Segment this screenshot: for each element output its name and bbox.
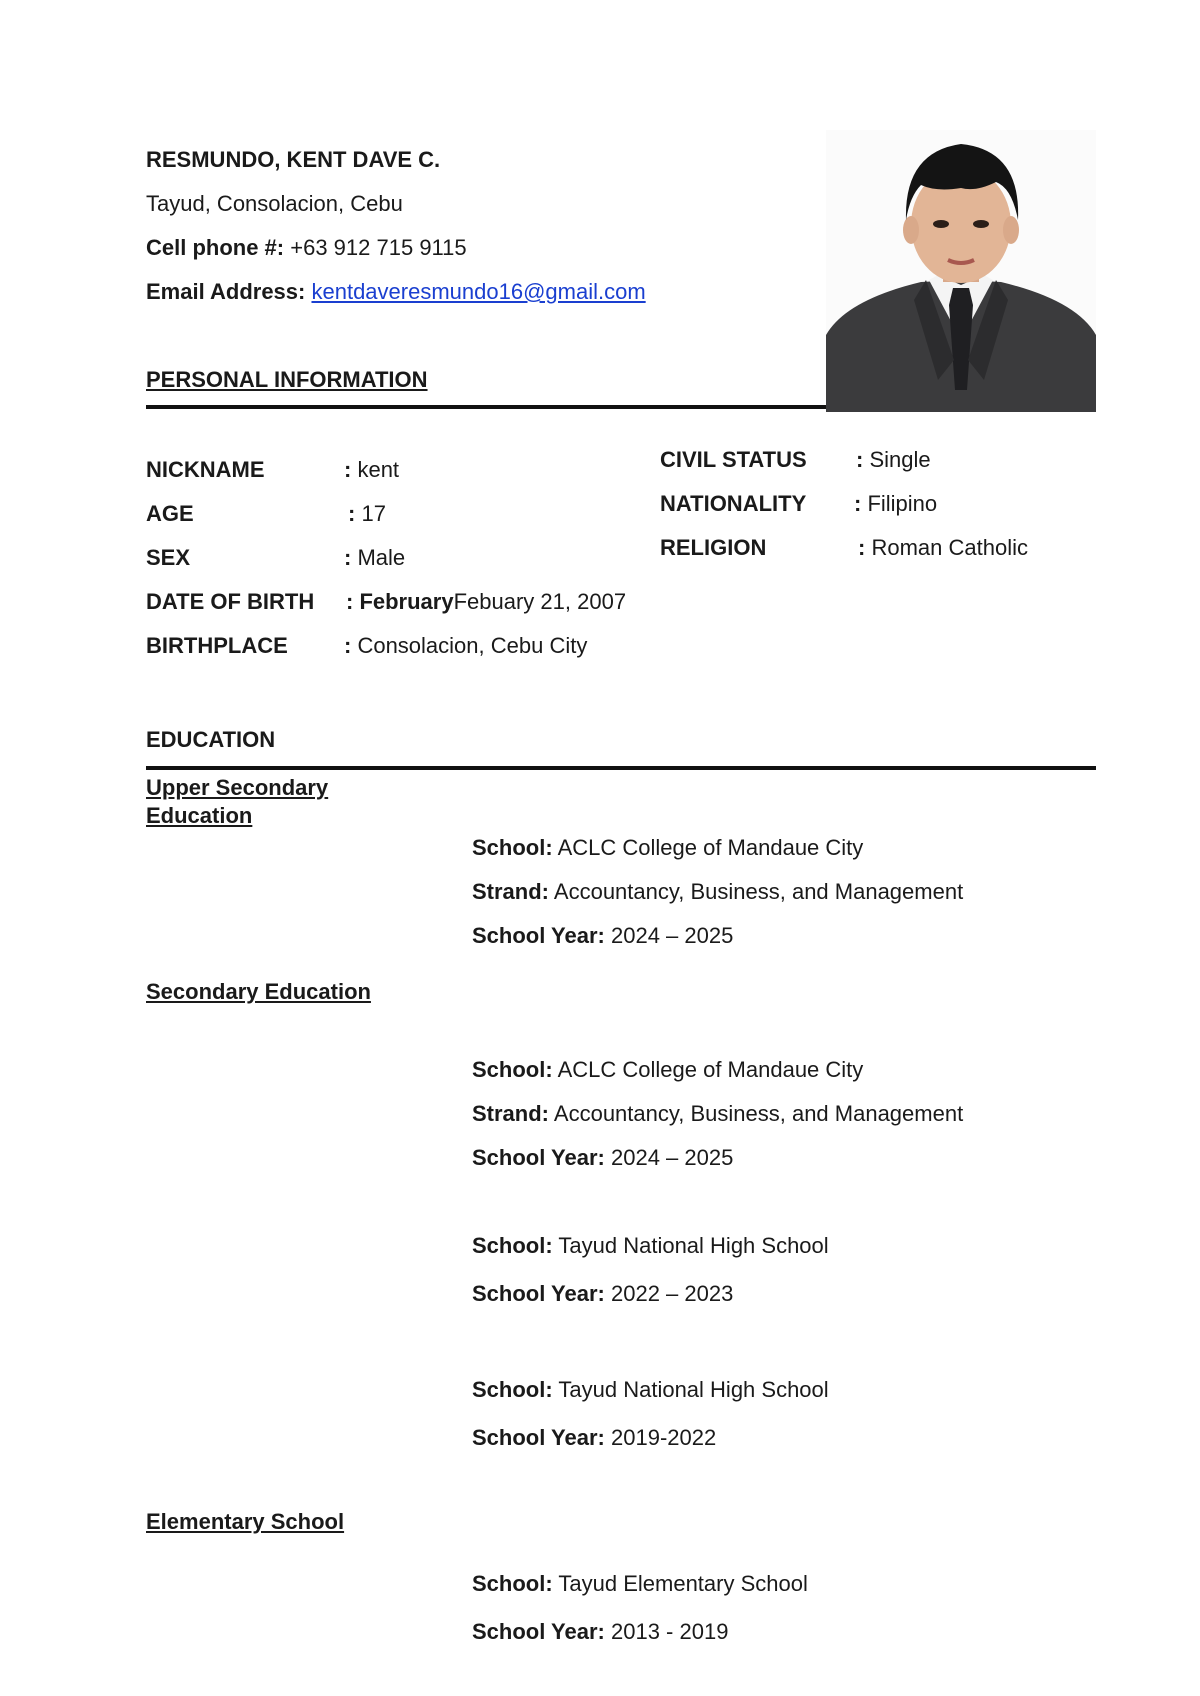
secondary-entry3-year (472, 1424, 716, 1452)
school-value: Tayud National High School (558, 1233, 829, 1258)
year-value: 2024 – 2025 (611, 923, 734, 948)
secondary-entry1-year (472, 1144, 733, 1172)
year-value: 2022 – 2023 (611, 1281, 734, 1306)
sep: : (858, 535, 866, 560)
secondary-entry1-school (472, 1056, 863, 1084)
year-value: 2019-2022 (611, 1425, 717, 1450)
section-title-education: EDUCATION (146, 727, 276, 752)
nickname-value: kent (357, 457, 400, 482)
email-link[interactable]: kentdaveresmundo16@gmail.com (311, 279, 646, 304)
year-label: School Year: (472, 923, 605, 948)
religion-value: Roman Catholic (871, 535, 1028, 560)
year-label: School Year: (472, 1619, 605, 1644)
email-line (146, 278, 646, 306)
civil-status-value-line (856, 446, 931, 474)
year-value: 2024 – 2025 (611, 1145, 734, 1170)
profile-photo (826, 130, 1096, 412)
elementary-school-heading: Elementary School (146, 1509, 345, 1534)
strand-label: Strand: (472, 879, 549, 904)
sep: : (344, 457, 352, 482)
sex-value: Male (357, 545, 406, 570)
birthplace-value-line (344, 632, 587, 660)
section-title-personal-information: PERSONAL INFORMATION (146, 367, 428, 392)
religion-value-line (858, 534, 1028, 562)
date-of-birth-value: Febuary 21, 2007 (453, 589, 627, 614)
school-label: School: (472, 835, 553, 860)
school-value: Tayud Elementary School (558, 1571, 808, 1596)
nickname-value-line (344, 456, 399, 484)
religion-label: RELIGION (660, 535, 767, 560)
school-label: School: (472, 1377, 553, 1402)
sep: : (344, 545, 352, 570)
strand-value: Accountancy, Business, and Management (553, 879, 964, 904)
elementary-year (472, 1618, 728, 1646)
school-label: School: (472, 1057, 553, 1082)
civil-status-value: Single (869, 447, 931, 472)
upper-secondary-heading-line1: Upper Secondary (146, 775, 329, 800)
sep: : (348, 501, 356, 526)
date-of-birth-label: DATE OF BIRTH (146, 589, 315, 614)
upper-secondary-heading-line2: Education (146, 803, 253, 828)
sep: : (854, 491, 862, 516)
date-of-birth-value-line (346, 588, 626, 616)
secondary-education-heading: Secondary Education (146, 979, 371, 1004)
strand-value: Accountancy, Business, and Management (553, 1101, 964, 1126)
phone-value: +63 912 715 9115 (290, 235, 467, 260)
birthplace-value: Consolacion, Cebu City (357, 633, 588, 658)
civil-status-label: CIVIL STATUS (660, 447, 807, 472)
sep: : (344, 633, 352, 658)
birthplace-label: BIRTHPLACE (146, 633, 288, 658)
phone-label: Cell phone #: (146, 235, 285, 260)
portrait-illustration (826, 130, 1096, 412)
school-value: ACLC College of Mandaue City (557, 835, 864, 860)
upper-secondary-school (472, 834, 863, 862)
secondary-entry2-school (472, 1232, 829, 1260)
section-divider (146, 766, 1096, 770)
nationality-value: Filipino (867, 491, 938, 516)
school-value: Tayud National High School (558, 1377, 829, 1402)
school-label: School: (472, 1571, 553, 1596)
email-label: Email Address: (146, 279, 306, 304)
sex-label: SEX (146, 545, 191, 570)
elementary-school (472, 1570, 808, 1598)
nationality-label: NATIONALITY (660, 491, 807, 516)
age-value: 17 (361, 501, 386, 526)
school-label: School: (472, 1233, 553, 1258)
sep: : (856, 447, 864, 472)
upper-secondary-strand (472, 878, 963, 906)
age-value-line (348, 500, 386, 528)
phone-line (146, 234, 467, 262)
section-divider (146, 405, 826, 409)
nationality-value-line (854, 490, 937, 518)
applicant-name: RESMUNDO, KENT DAVE C. (146, 147, 441, 172)
nickname-label: NICKNAME (146, 457, 265, 482)
upper-secondary-year (472, 922, 733, 950)
address: Tayud, Consolacion, Cebu (146, 191, 403, 216)
age-label: AGE (146, 501, 194, 526)
year-label: School Year: (472, 1425, 605, 1450)
year-label: School Year: (472, 1145, 605, 1170)
secondary-entry3-school (472, 1376, 829, 1404)
school-value: ACLC College of Mandaue City (557, 1057, 864, 1082)
year-value: 2013 - 2019 (611, 1619, 729, 1644)
year-label: School Year: (472, 1281, 605, 1306)
secondary-entry2-year (472, 1280, 733, 1308)
strand-label: Strand: (472, 1101, 549, 1126)
sep: : February (346, 589, 454, 614)
secondary-entry1-strand (472, 1100, 963, 1128)
sex-value-line (344, 544, 405, 572)
